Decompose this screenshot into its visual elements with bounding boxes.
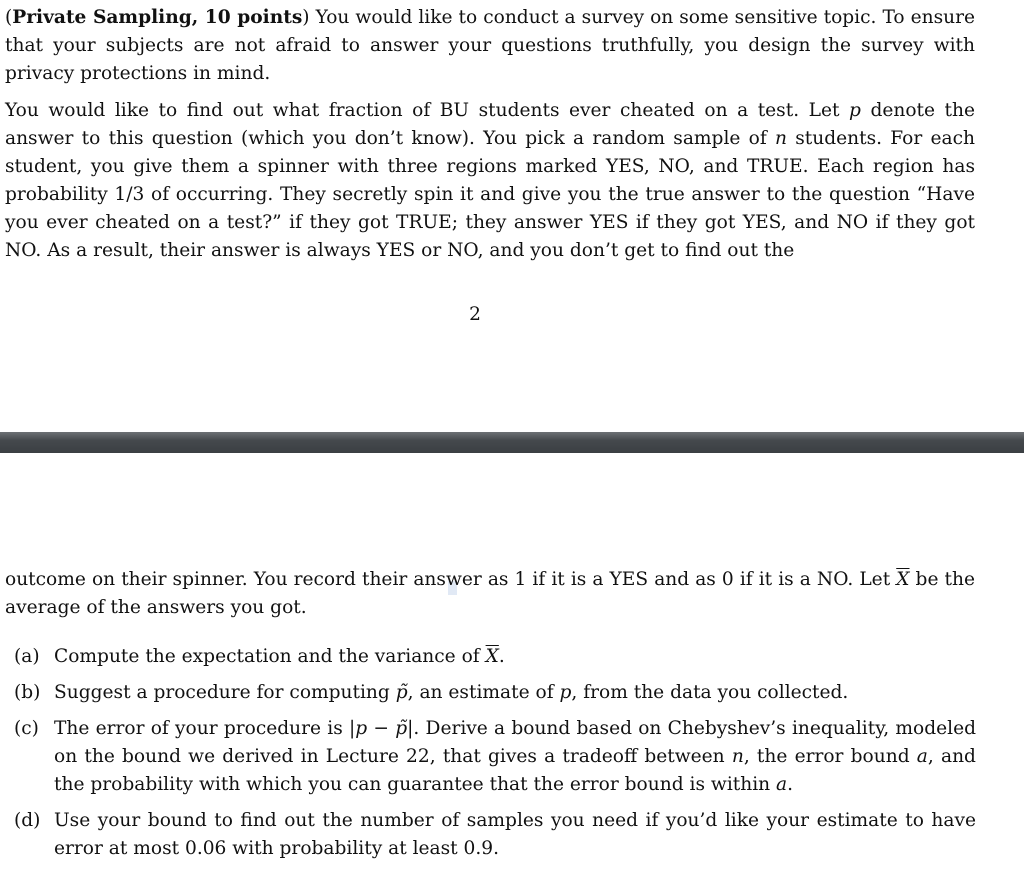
part-text: Use your bound to find out the number of samples you need if you’d like your estimate to have error at most 0.06 with probability at least 0.9. [54,810,976,859]
part-label: (b) [14,682,41,703]
math-var-n: n [731,746,744,767]
part-d [14,807,976,863]
part-text: . [787,774,794,795]
page-3-top-portion [0,453,1024,877]
part-text: , and the probability with which you can guarantee that the error bound is within [54,746,976,795]
math-var-p: p [559,682,572,703]
math-var-xbar: $\overline{X}$ [896,569,910,590]
math-var-a: a [776,774,788,795]
math-var-p: p [355,718,368,739]
setup-text: students. For each student, you give them a spinner with three regions marked YES, NO, and TRUE. Each region has probability 1/3 of occurring. They secretly spin it and give you the true answer to the question “Have you ever cheated on a test?” if they got TRUE; they answer YES if they got YES, and NO if they got NO. As a result, their answer is always YES or NO, and you don’t get to find out the [5,128,975,261]
setup-text: You would like to find out what fraction of BU students ever cheated on a test. Let [5,100,850,121]
math-var-ptilde: p̃ [395,718,408,739]
problem-title: Private Sampling, 10 points [12,7,303,28]
part-text: |. Derive a bound based on Chebyshev’s inequality, modeled on the bound we derived in Lecture 22, that gives a tradeoff between [54,718,976,767]
part-text: , the error bound [743,746,917,767]
math-var-n: n [775,128,787,149]
problem-parts-list [14,643,976,863]
part-c [14,715,976,799]
setup-text: denote the answer to this question (which you don’t know). You pick a random sample of [5,100,976,149]
intro-text: You would like to conduct a survey on some sensitive topic. To ensure that your subjects are not afraid to answer your questions truthfully, you design the survey with privacy protections in mind. [5,7,975,84]
continuation-text: outcome on their spinner. You record their answer as 1 if it is a YES and as 0 if it is a NO. Let [5,569,897,590]
part-text: Suggest a procedure for computing [54,682,396,703]
continuation-text: be the average of the answers you got. [5,569,975,618]
part-text: , an estimate of [407,682,560,703]
part-label: (d) [14,810,41,831]
part-text: Compute the expectation and the variance of [54,646,486,667]
math-var-ptilde: p̃ [395,682,408,703]
part-b [14,679,976,707]
problem-intro-paragraph: (Private Sampling, 10 points) You would like to conduct a survey on some sensitive topic. To ensure that your subjects are not afraid to answer your questions truthfully, you design the survey with privacy protections in mind. [5,7,975,84]
part-label: (a) [14,646,40,667]
part-text: − [367,718,396,739]
page-separator [0,432,1024,453]
math-var-a: a [916,746,928,767]
math-var-p: p [849,100,861,121]
part-a [14,643,976,671]
part-label: (c) [14,718,39,739]
continuation-paragraph [5,566,975,622]
page-2-bottom-portion [0,0,1024,432]
part-text: The error of your procedure is | [54,718,356,739]
part-text: . [498,646,505,667]
part-text: , from the data you collected. [571,682,849,703]
problem-setup-paragraph [5,97,975,265]
math-var-xbar: $\overline{X}$ [485,646,499,667]
page-number: 2 [469,304,481,325]
